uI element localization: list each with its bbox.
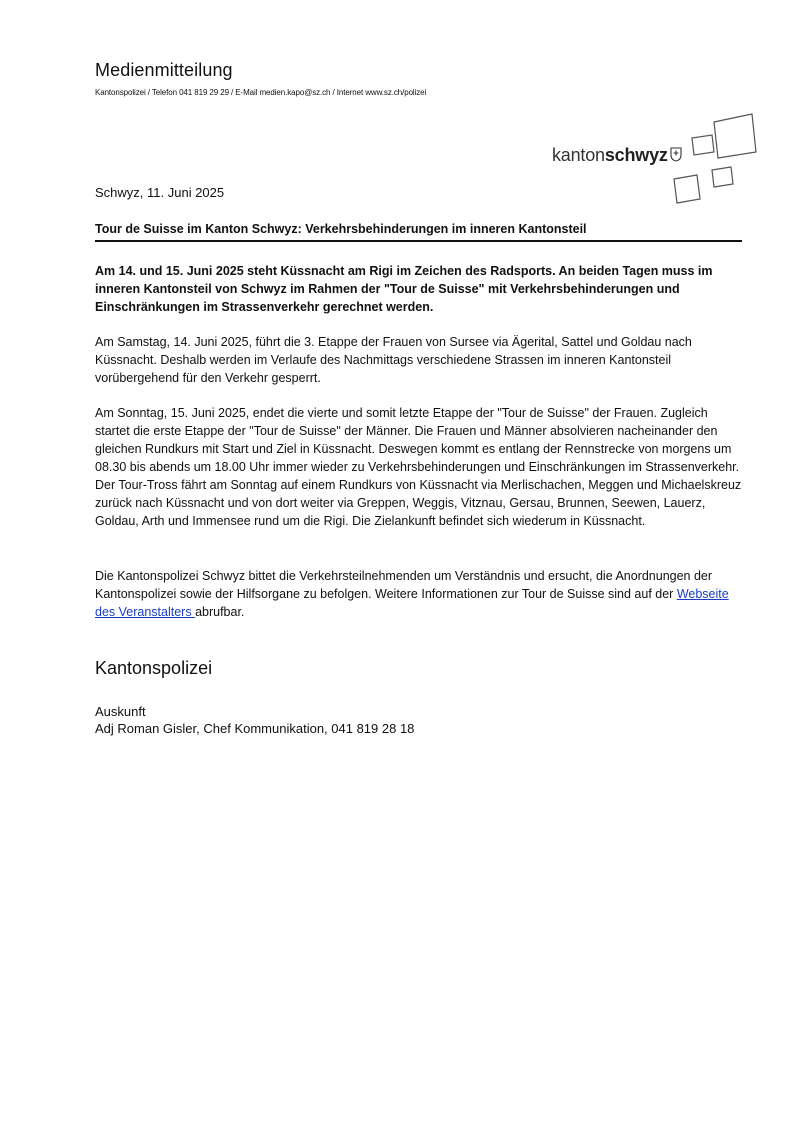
closing-text: Die Kantonspolizei Schwyz bittet die Verkehrsteilnehmenden um Verständnis und ersucht, die Anordnungen der Kantonspolizei sowie der Hilfsorgane zu befolgen. Weitere Informationen zur Tour de Suisse sind auf der (95, 569, 713, 601)
contact-label: Auskunft (95, 704, 146, 719)
organizer-website-link[interactable]: Webseite des Veranstalters (95, 587, 729, 619)
paragraph-closing (95, 567, 742, 621)
headline: Tour de Suisse im Kanton Schwyz: Verkehrsbehinderungen im inneren Kantonsteil (95, 222, 742, 242)
logo-text-bold: schwyz (604, 145, 668, 165)
document-type: Medienmitteilung (95, 60, 233, 80)
kanton-schwyz-logo (552, 112, 762, 207)
paragraph-saturday: Am Samstag, 14. Juni 2025, führt die 3. Etappe der Frauen von Sursee via Ägerital, Sattel und Goldau nach Küssnacht. Deshalb werden im Verlaufe des Nachmittags verschiedene Strassen im inneren Kantonsteil vorübergehend für den Verkehr gesperrt. (95, 335, 692, 385)
section-title: Kantonspolizei (95, 658, 213, 678)
swiss-cross-shield-icon (670, 147, 682, 162)
contact-line: Kantonspolizei / Telefon 041 819 29 29 / E-Mail medien.kapo@sz.ch / Internet www.sz.ch/polizei (95, 88, 427, 97)
publication-date: Schwyz, 11. Juni 2025 (95, 185, 225, 200)
contact-person: Adj Roman Gisler, Chef Kommunikation, 041 819 28 18 (95, 721, 415, 736)
logo-wordmark (552, 145, 682, 166)
lead-paragraph: Am 14. und 15. Juni 2025 steht Küssnacht am Rigi im Zeichen des Radsports. An beiden Tagen muss im inneren Kantonsteil von Schwyz im Rahmen der "Tour de Suisse" mit Verkehrsbehinderungen und Einschränkungen im Strassenverkehr gerechnet werden. (95, 264, 713, 314)
closing-text-end: abrufbar. (195, 605, 245, 619)
paragraph-sunday: Am Sonntag, 15. Juni 2025, endet die vierte und somit letzte Etappe der "Tour de Suisse" der Frauen. Zugleich startet die erste Etappe der "Tour de Suisse" der Männer. Die Frauen und Männer absolvieren nacheinander den gleichen Rundkurs mit Start und Ziel in Küssnacht. Deswegen kommt es entlang der Rennstrecke von morgens um 08.30 bis abends um 18.00 Uhr immer wieder zu Verkehrsbehinderungen und Einschränkungen im Strassenverkehr. Der Tour-Tross fährt am Sonntag auf einem Rundkurs von Küssnacht via Merlischachen, Meggen und Michaelskreuz zurück nach Küssnacht und von dort weiter via Greppen, Weggis, Vitznau, Gersau, Brunnen, Seewen, Lauerz, Goldau, Arth und Immensee rund um die Rigi. Die Zielankunft befindet sich wiederum in Küssnacht. (95, 406, 742, 528)
logo-text-regular: kanton (552, 145, 605, 165)
